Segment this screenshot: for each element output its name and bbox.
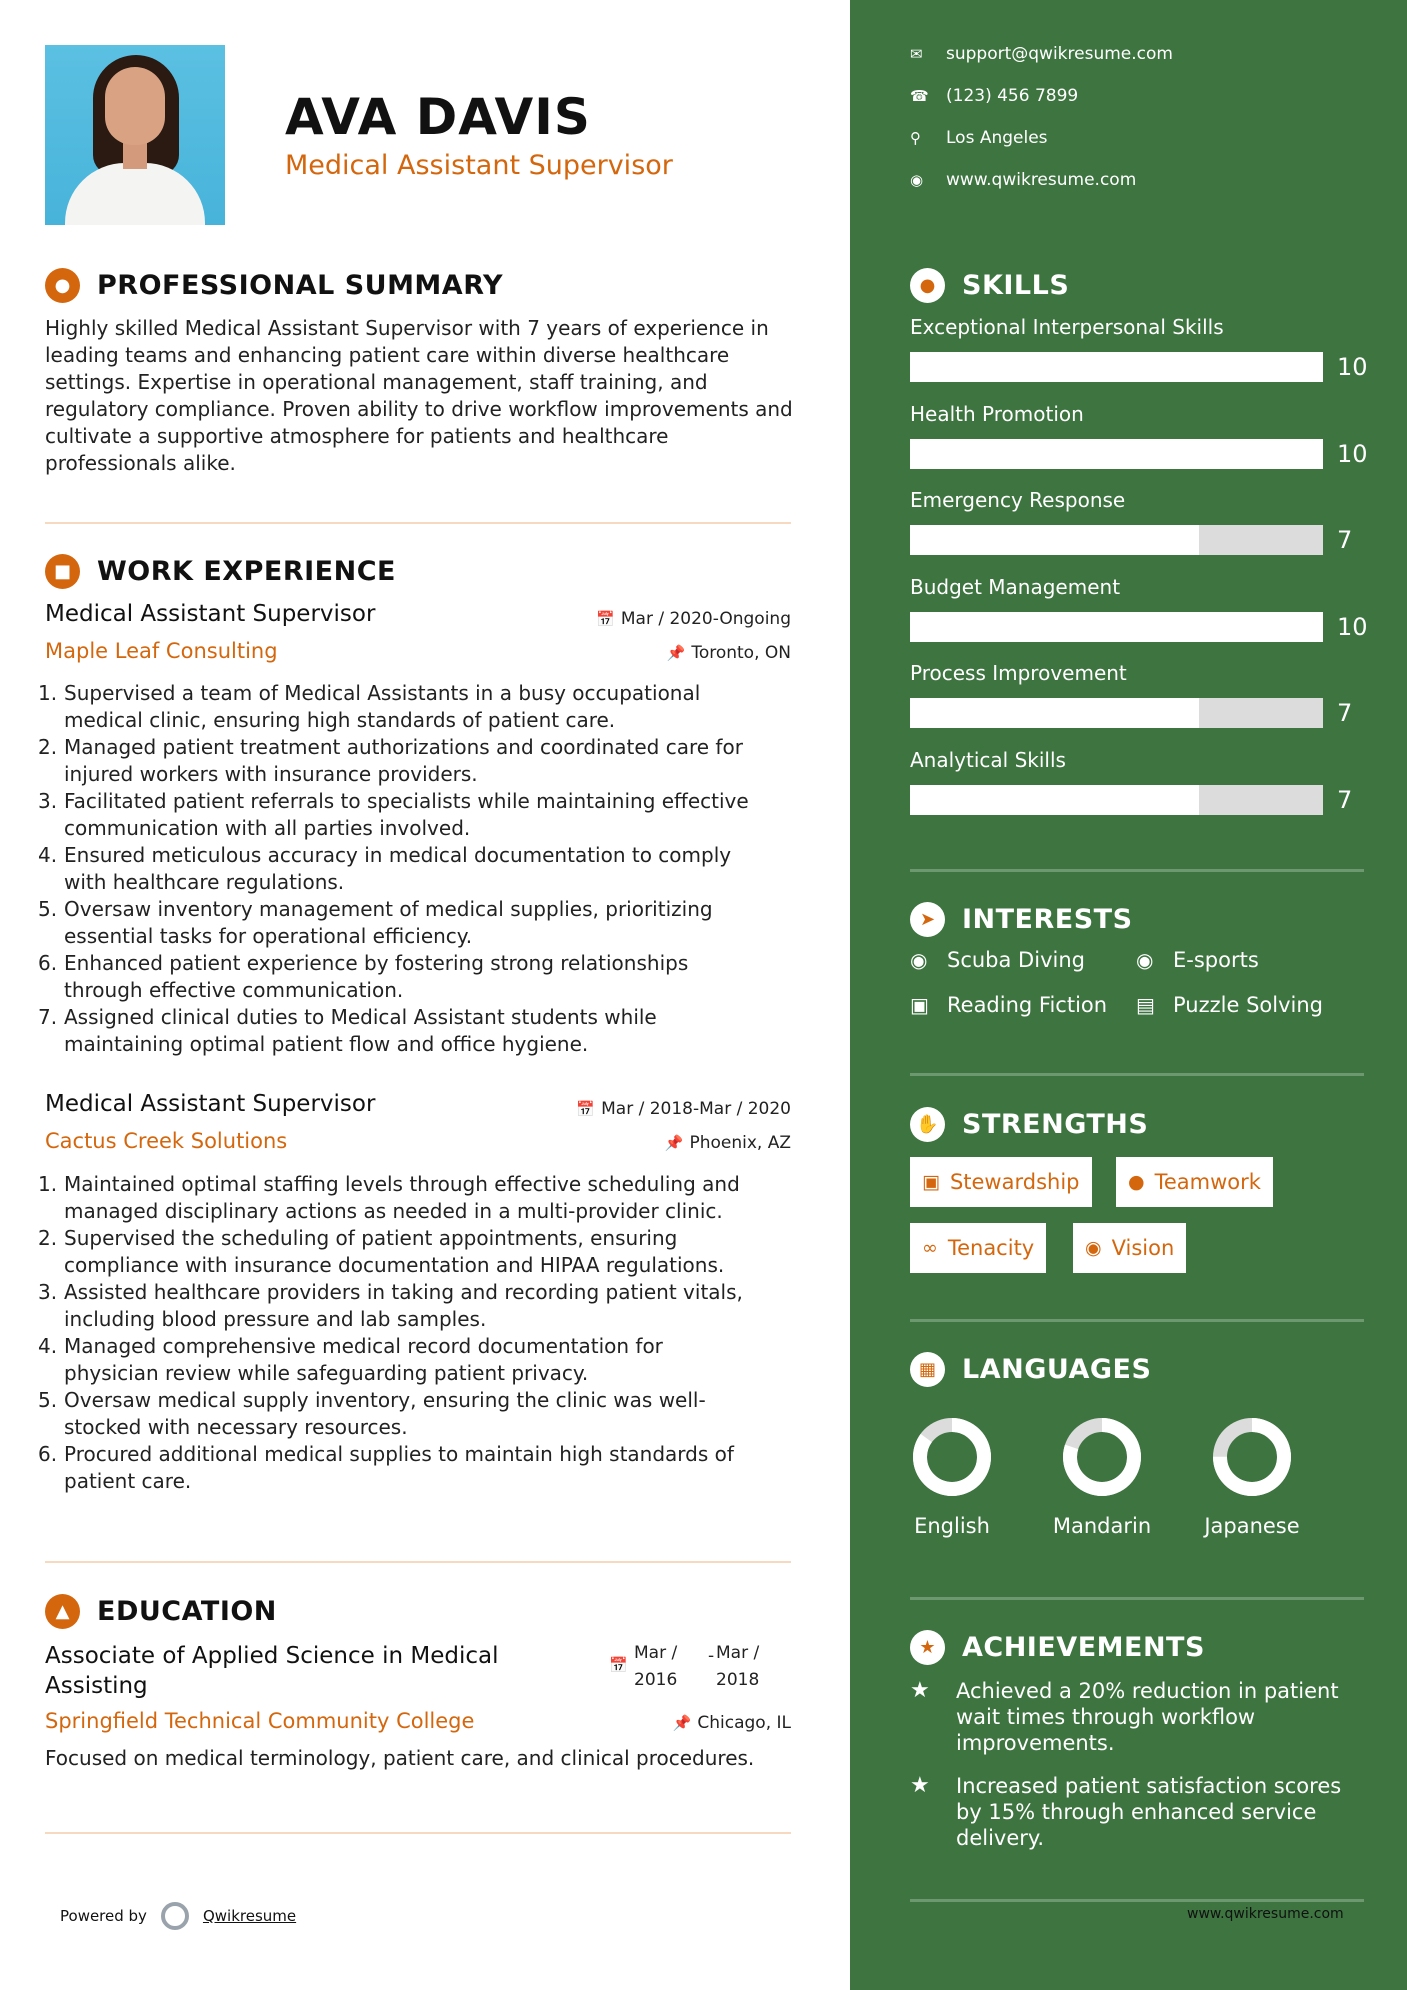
job-duties-list — [38, 1171, 788, 1495]
skill-bar — [910, 352, 1323, 382]
duty-item: 2. Managed patient treatment authorizations and coordinated care for injured workers with insurance providers. — [38, 735, 743, 786]
users-icon: ● — [1128, 1171, 1145, 1193]
candidate-role: Medical Assistant Supervisor — [285, 150, 673, 181]
divider — [910, 1073, 1364, 1076]
user-icon: ● — [45, 268, 80, 303]
divider — [910, 869, 1364, 872]
duty-item: 5. Oversaw inventory management of medical supplies, prioritizing essential tasks for operational efficiency. — [38, 897, 713, 948]
footer-website[interactable]: www.qwikresume.com — [1187, 1906, 1344, 1922]
language-item — [1192, 1414, 1312, 1538]
skill-bar — [910, 439, 1323, 469]
star-icon: ★ — [910, 1773, 930, 1798]
contact-website[interactable]: ◉ www.qwikresume.com — [910, 170, 1137, 190]
skill-value: 10 — [1337, 439, 1368, 468]
link-icon: ∞ — [922, 1237, 938, 1259]
skill-bar — [910, 785, 1323, 815]
skill-name: Process Improvement — [910, 661, 1127, 685]
skill-bar — [910, 612, 1323, 642]
achievement-item: ★ Increased patient satisfaction scores by 15% through enhanced service delivery. — [910, 1773, 1342, 1850]
achievement-item: ★ Achieved a 20% reduction in patient wait times through workflow improvements. — [910, 1678, 1339, 1755]
summary-text: Highly skilled Medical Assistant Supervisor with 7 years of experience in leading teams and enhancing patient care within diverse healthcare settings. Expertise in operational management, staff training, and regulatory compliance. Proven ability to drive workflow improvements and cultivate a supportive atmosphere for patients and healthcare professionals alike. — [45, 316, 793, 475]
languages-heading: ▦ LANGUAGES — [910, 1352, 1151, 1387]
skill-bar — [910, 525, 1323, 555]
book-icon: ▤ — [1136, 993, 1155, 1017]
skill-name: Analytical Skills — [910, 747, 1066, 772]
duty-item: 4. Managed comprehensive medical record documentation for physician review while safeguarding patient privacy. — [38, 1334, 663, 1385]
divider — [45, 522, 791, 524]
pin-icon: 📌 — [666, 644, 686, 662]
skill-value: 10 — [1337, 612, 1368, 641]
calendar-icon: 📅 — [576, 1100, 596, 1118]
skill-bar-fill — [910, 439, 1323, 469]
briefcase-icon: ■ — [45, 554, 80, 589]
contact-phone[interactable]: ☎ (123) 456 7899 — [910, 86, 1079, 106]
duty-item: 1. Supervised a team of Medical Assistants in a busy occupational medical clinic, ensuring high standards of patient care. — [38, 681, 701, 732]
gamepad-icon: ▣ — [910, 993, 929, 1017]
job-title: Medical Assistant Supervisor — [45, 601, 376, 627]
language-level-donut — [909, 1414, 995, 1500]
skill-name: Emergency Response — [910, 488, 1126, 512]
pin-icon: 📌 — [672, 1714, 692, 1732]
life-ring-icon: ◉ — [1136, 948, 1154, 972]
divider — [910, 1899, 1364, 1902]
skill-value: 7 — [1337, 699, 1353, 727]
interest-item: ▤ Puzzle Solving — [1136, 993, 1323, 1017]
duty-item: 5. Oversaw medical supply inventory, ensuring the clinic was well- stocked with necessary resources. — [38, 1388, 706, 1439]
interest-item: ▣ Reading Fiction — [910, 993, 1108, 1017]
paper-plane-icon: ➤ — [910, 902, 945, 937]
job-title: Medical Assistant Supervisor — [45, 1091, 376, 1117]
company-name: Cactus Creek Solutions — [45, 1129, 288, 1153]
binoculars-icon: ◉ — [1085, 1237, 1102, 1259]
duty-item: 6. Enhanced patient experience by fostering strong relationships through effective communication. — [38, 951, 689, 1002]
language-name: English — [914, 1514, 990, 1538]
star-badge-icon: ★ — [910, 1630, 945, 1665]
skill-name: Budget Management — [910, 574, 1121, 599]
experience-heading: ■ WORK EXPERIENCE — [45, 554, 396, 589]
strength-tag: ● Teamwork — [1116, 1157, 1273, 1207]
summary-heading: ● PROFESSIONAL SUMMARY — [45, 268, 503, 303]
job-dates: 📅 Mar / 2018-Mar / 2020 — [576, 1099, 791, 1119]
candidate-name: AVA DAVIS — [285, 88, 591, 146]
duty-item: 2. Supervised the scheduling of patient appointments, ensuring compliance with insurance documentation and HIPAA regulations. — [38, 1226, 725, 1277]
duty-item: 3. Assisted healthcare providers in taking and recording patient vitals, including blood pressure and lab samples. — [38, 1280, 743, 1331]
phone-icon: ☎ — [910, 87, 929, 105]
fist-icon: ✋ — [910, 1107, 945, 1142]
company-name: Maple Leaf Consulting — [45, 639, 278, 663]
main-column: AVA DAVIS Medical Assistant Supervisor ● PROFESSIONAL SUMMARY Highly skilled Medical Assistant Supervisor with 7 years of experience in leading teams and enhancing patient care within diverse healthcare settings. Expertise in operational management, staff training, and regulatory compliance. Proven ability to drive workflow improvements and cultivate a supportive atmosphere for patients and healthcare professionals alike. ■ WORK EXPERIENCE Medical Assistant Supervisor 📅 Mar / 2020-Ongoing Maple Leaf Consulting 📌 Toronto, ON 1. Supervised a team of Medical Assistants in a busy occupational medical clinic, ensuring high standards of patient care. 2. Managed patient treatment authorizations and coordinated care for injured workers with insurance providers. 3. Facilitated patient referrals to specialists while maintaining effective communication with all parties involved. 4. Ensured meticulous accuracy in medical documentation to comply with healthcare regulations. 5. Oversaw inventory management of medical supplies, prioritizing essential tasks for operational efficiency. 6. Enhanced patient experience by fostering strong relationships through effective communication. 7. Assigned clinical duties to Medical Assistant students while maintaining optimal patient flow and office hygiene. Medical Assistant Supervisor 📅 Mar / 2018-Mar / 2020 Cactus Creek Solutions 📌 Phoenix, AZ 1. Maintained optimal staffing levels through effective scheduling and managed disciplinary actions as needed in a multi-provider clinic. 2. Supervised the scheduling of patient appointments, ensuring compliance with insurance documentation and HIPAA regulations. 3. Assisted healthcare providers in taking and recording patient vitals, including blood pressure and lab samples. 4. Managed comprehensive medical record documentation for physician review while safeguarding patient privacy. 5. Oversaw medical supply inventory, ensuring the clinic was well- stocked with necessary resources. 6. Procured additional medical supplies to maintain high standards of patient care. ▲ EDUCATION Associate of Applied Science in Medical Assisting 📅 Mar / 2016 - Mar / 2018 Springfield Technical Community College 📌 Chicago, IL Focused on medical terminology, patient care, and clinical procedures. Powered by Qwikresume — [0, 0, 850, 1990]
education-description: Focused on medical terminology, patient care, and clinical procedures. — [45, 1746, 755, 1770]
skill-bar-fill — [910, 612, 1323, 642]
achievements-heading: ★ ACHIEVEMENTS — [910, 1630, 1205, 1665]
life-ring-icon: ◉ — [910, 948, 928, 972]
qwikresume-logo-icon — [161, 1902, 189, 1930]
language-level-donut — [1209, 1414, 1295, 1500]
language-name: Japanese — [1204, 1514, 1300, 1538]
job-location: 📌 Phoenix, AZ — [664, 1133, 791, 1153]
education-heading: ▲ EDUCATION — [45, 1594, 277, 1629]
interest-item: ◉ E-sports — [1136, 948, 1259, 972]
strengths-heading: ✋ STRENGTHS — [910, 1107, 1148, 1142]
language-level-donut — [1059, 1414, 1145, 1500]
divider — [45, 1561, 791, 1563]
skill-bar-fill — [910, 785, 1199, 815]
strength-tag: ◉ Vision — [1073, 1223, 1186, 1273]
language-name: Mandarin — [1052, 1514, 1152, 1538]
education-location: 📌 Chicago, IL — [672, 1713, 791, 1733]
school-name: Springfield Technical Community College — [45, 1709, 475, 1733]
skill-value: 7 — [1337, 526, 1353, 554]
divider — [910, 1319, 1364, 1322]
globe-icon: ◉ — [910, 171, 924, 189]
lightbulb-icon: ● — [910, 268, 945, 303]
skill-value: 7 — [1337, 785, 1353, 814]
language-item — [892, 1414, 1012, 1538]
brand-link[interactable]: Qwikresume — [202, 1907, 297, 1925]
duty-item: 6. Procured additional medical supplies to maintain high standards of patient care. — [38, 1442, 734, 1493]
map-marker-icon: ⚲ — [910, 129, 921, 147]
job-duties-list — [38, 680, 788, 1058]
degree-title: Associate of Applied Science in Medical Assisting — [45, 1643, 499, 1699]
interest-item: ◉ Scuba Diving — [910, 948, 1085, 972]
duty-item: 4. Ensured meticulous accuracy in medical documentation to comply with healthcare regulations. — [38, 843, 732, 894]
calendar-icon: 📅 — [609, 1656, 628, 1674]
job-location: 📌 Toronto, ON — [666, 643, 791, 663]
skill-name: Exceptional Interpersonal Skills — [910, 315, 1224, 339]
skill-name: Health Promotion — [910, 401, 1084, 426]
skills-heading: ● SKILLS — [910, 268, 1069, 303]
divider — [910, 1597, 1364, 1600]
pin-icon: 📌 — [664, 1134, 684, 1152]
skill-bar-fill — [910, 525, 1199, 555]
skill-value: 10 — [1337, 353, 1368, 381]
strength-tag: ▣ Stewardship — [910, 1157, 1092, 1207]
duty-item: 7. Assigned clinical duties to Medical Assistant students while maintaining optimal patient flow and office hygiene. — [38, 1005, 657, 1056]
duty-item: 3. Facilitated patient referrals to specialists while maintaining effective communication with all parties involved. — [38, 789, 749, 840]
language-item — [1042, 1414, 1162, 1538]
duty-item: 1. Maintained optimal staffing levels through effective scheduling and managed disciplinary actions as needed in a multi-provider clinic. — [38, 1172, 740, 1223]
briefcase-icon: ▣ — [922, 1171, 940, 1193]
graduate-icon: ▲ — [45, 1594, 80, 1629]
profile-photo — [45, 45, 225, 225]
interests-heading: ➤ INTERESTS — [910, 902, 1133, 937]
skill-bar-fill — [910, 352, 1323, 382]
job-dates: 📅 Mar / 2020-Ongoing — [596, 609, 791, 629]
contact-location: ⚲ Los Angeles — [910, 128, 1048, 148]
contact-email[interactable]: ✉ support@qwikresume.com — [910, 44, 1173, 64]
divider — [45, 1832, 791, 1834]
calendar-icon: 📅 — [596, 610, 615, 628]
language-icon: ▦ — [910, 1352, 945, 1387]
skill-bar — [910, 698, 1323, 728]
skill-bar-fill — [910, 698, 1199, 728]
envelope-icon: ✉ — [910, 45, 923, 63]
strength-tag: ∞ Tenacity — [910, 1223, 1046, 1273]
powered-by: Powered by Qwikresume — [60, 1902, 296, 1930]
star-icon: ★ — [910, 1678, 930, 1703]
